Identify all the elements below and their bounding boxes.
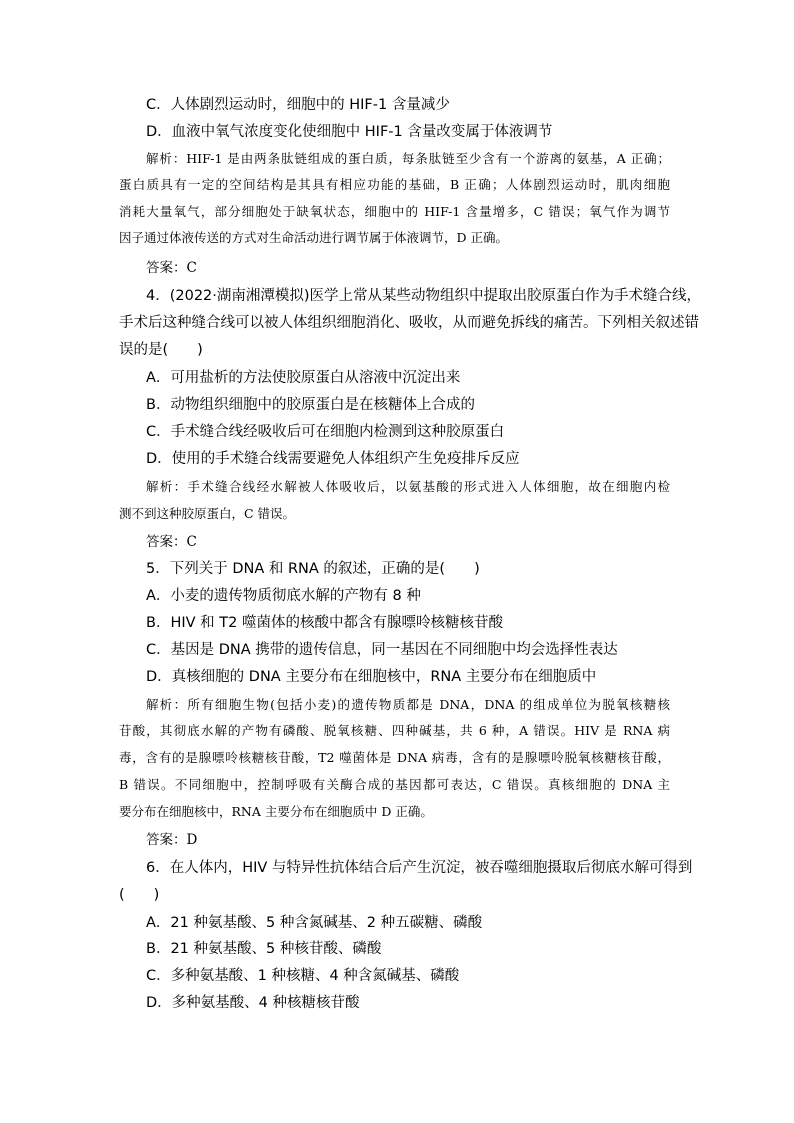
q3-explanation-line: 因子通过体液传送的方式对生命活动进行调节属于体液调节，D 正确。 <box>119 230 508 245</box>
q3-answer: 答案：C <box>146 260 197 276</box>
q4-option-a: A．可用盐析的方法使胶原蛋白从溶液中沉淀出来 <box>146 370 461 386</box>
q3-explanation-line: 蛋白质具有一定的空间结构是其具有相应功能的基础，B 正确；人体剧烈运动时，肌肉细胞 <box>119 177 670 192</box>
q4-stem-line: 4．(2022·湖南湘潭模拟)医学上常从某些动物组织中提取出胶原蛋白作为手术缝合线， <box>146 288 702 304</box>
q4-explanation-line: 解析：手术缝合线经水解被人体吸收后，以氨基酸的形式进入人体细胞，故在细胞内检 <box>146 479 670 494</box>
q4-option-c: C．手术缝合线经吸收后可在细胞内检测到这种胶原蛋白 <box>146 424 505 440</box>
q4-option-b: B．动物组织细胞中的胶原蛋白是在核糖体上合成的 <box>146 397 475 413</box>
q4-answer: 答案：C <box>146 534 197 550</box>
q5-stem: 5．下列关于 DNA 和 RNA 的叙述，正确的是( ) <box>146 561 480 577</box>
q6-option-d: D．多种氨基酸、4 种核糖核苷酸 <box>146 995 360 1011</box>
q4-explanation-line: 测不到这种胶原蛋白，C 错误。 <box>119 506 296 521</box>
q5-explanation-line: 解析：所有细胞生物(包括小麦)的遗传物质都是 DNA，DNA 的组成单位为脱氧核糖核 <box>146 697 670 712</box>
q4-stem-line: 手术后这种缝合线可以被人体组织细胞消化、吸收，从而避免拆线的痛苦。下列相关叙述错 <box>119 315 699 331</box>
q6-stem-line: ( ) <box>119 887 160 903</box>
q3-option-d: D．血液中氧气浓度变化使细胞中 HIF-1 含量改变属于体液调节 <box>146 124 553 140</box>
q5-option-a: A．小麦的遗传物质彻底水解的产物有 8 种 <box>146 588 421 604</box>
q6-option-c: C．多种氨基酸、1 种核糖、4 种含氮碱基、磷酸 <box>146 968 460 984</box>
q5-answer: 答案：D <box>146 832 198 848</box>
q5-explanation-line: 要分布在细胞核中，RNA 主要分布在细胞质中 D 正确。 <box>119 804 433 819</box>
q5-explanation-line: 毒，含有的是腺嘌呤核糖核苷酸，T2 噬菌体是 DNA 病毒，含有的是腺嘌呤脱氧核糖核苷酸， <box>119 750 670 765</box>
q3-explanation-line: 解析：HIF-1 是由两条肽链组成的蛋白质，每条肽链至少含有一个游离的氨基，A 正确； <box>146 151 670 166</box>
q4-option-d: D．使用的手术缝合线需要避免人体组织产生免疫排斥反应 <box>146 451 520 467</box>
q4-stem-line: 误的是( ) <box>119 342 203 358</box>
q5-option-d: D．真核细胞的 DNA 主要分布在细胞核中，RNA 主要分布在细胞质中 <box>146 669 597 685</box>
q5-option-c: C．基因是 DNA 携带的遗传信息，同一基因在不同细胞中均会选择性表达 <box>146 642 618 658</box>
q5-option-b: B．HIV 和 T2 噬菌体的核酸中都含有腺嘌呤核糖核苷酸 <box>146 615 503 631</box>
q6-option-a: A．21 种氨基酸、5 种含氮碱基、2 种五碳糖、磷酸 <box>146 915 483 931</box>
q5-explanation-line: 苷酸，其彻底水解的产物有磷酸、脱氧核糖、四种碱基，共 6 种，A 错误。HIV 是 RNA 病 <box>119 723 670 738</box>
q3-explanation-line: 消耗大量氧气，部分细胞处于缺氧状态，细胞中的 HIF-1 含量增多，C 错误；氧气作为调节 <box>119 204 670 219</box>
q3-option-c: C．人体剧烈运动时，细胞中的 HIF-1 含量减少 <box>146 97 450 113</box>
q6-stem-line: 6．在人体内，HIV 与特异性抗体结合后产生沉淀，被吞噬细胞摄取后彻底水解可得到 <box>146 860 693 876</box>
q5-explanation-line: B 错误。不同细胞中，控制呼吸有关酶合成的基因都可表达，C 错误。真核细胞的 DNA 主 <box>119 777 670 792</box>
q6-option-b: B．21 种氨基酸、5 种核苷酸、磷酸 <box>146 941 382 957</box>
